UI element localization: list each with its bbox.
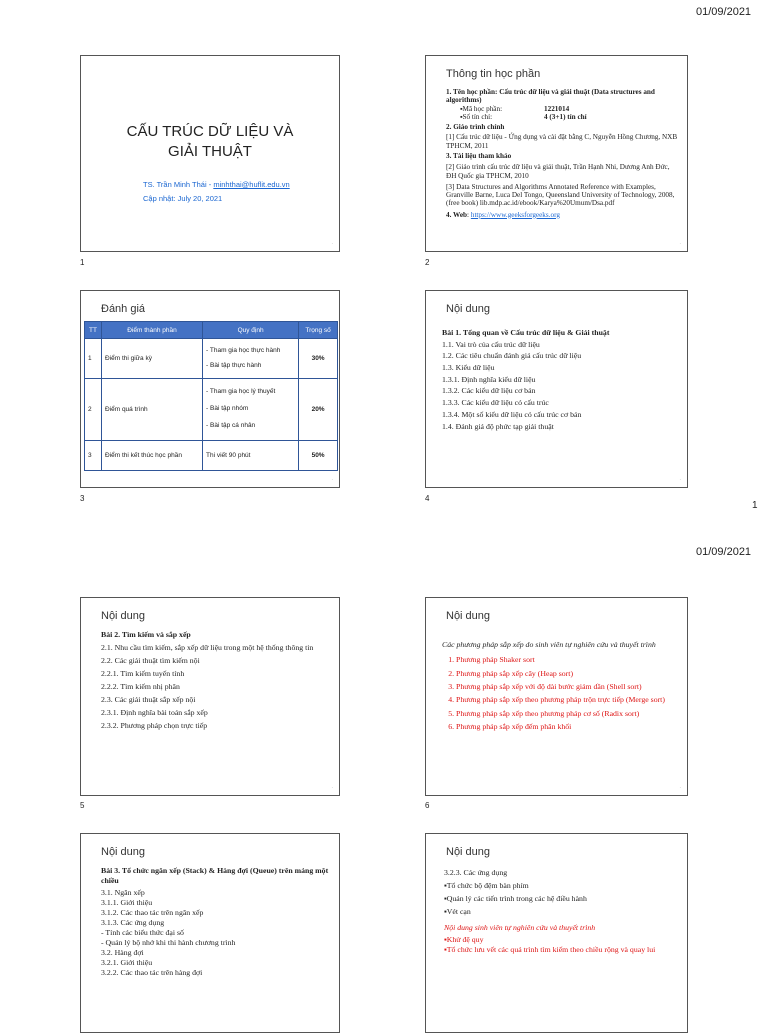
list-item: 1.2. Các tiêu chuẩn đánh giá cấu trúc dữ liệu [442,351,582,361]
list-item: 1.3.2. Các kiểu dữ liệu cơ bản [442,386,536,396]
references-heading: 3. Tài liệu tham khảo [446,151,512,160]
list-item: 3.2. Hàng đợi [101,947,144,957]
red-heading: Nội dung sinh viên tự nghiên cứu và thuyết trình [444,922,596,932]
author-email-link[interactable]: minhthai@huflit.edu.vn [213,180,290,189]
list-item: 1.1. Vai trò của cấu trúc dữ liệu [442,339,540,349]
list-item: 1.4. Đánh giá độ phức tạp giải thuật [442,421,554,431]
slide-5 [80,597,340,796]
table-row: 2 Điểm quá trình - Tham gia học lý thuyết - Bài tập nhóm - Bài tập cá nhân 20% [85,379,338,441]
slide7-body [101,866,329,978]
list-item: 3.2.1. Giới thiệu [101,957,153,967]
list-item: 1.3. Kiểu dữ liệu [442,363,495,373]
slide-number: 2 [425,258,430,267]
slide6-title: Nội dung [446,610,491,622]
textbook-heading: 2. Giáo trình chính [446,123,505,132]
list-item: 1.3.1. Định nghĩa kiểu dữ liệu [442,374,536,384]
table-header: Trọng số [299,322,338,339]
list-item: 5. Phương pháp sắp xếp theo phương pháp cơ số (Radix sort) [456,709,677,718]
course-code-row: ▪Mã học phần: 1221014 [460,104,570,113]
slide-number: 5 [80,801,85,810]
list-item: 3.1.1. Giới thiệu [101,897,153,907]
slide3-title: Đánh giá [101,303,146,315]
slide6-body [442,640,677,731]
slide1-author: TS. Trần Minh Thái - minhthai@huflit.edu.vn [143,180,290,189]
slide-footer-mark: · [331,241,333,247]
table-header-row [85,322,338,339]
slide8-title: Nội dung [446,846,491,858]
red-list-item: ▪Tổ chức lưu vết các quá trình tìm kiếm theo chiều rộng và quay lui [444,944,656,954]
slide5-body [101,630,326,731]
section-heading: Bài 3. Tổ chức ngăn xếp (Stack) & Hàng đợi (Queue) trên mảng một chiều [101,866,329,885]
slide-number: 1 [80,258,85,267]
slide-number: 3 [80,494,85,503]
slide-footer-mark: · [679,785,681,791]
slide-1 [80,55,340,252]
section-heading: Bài 1. Tổng quan về Cấu trúc dữ liệu & Giải thuật [442,328,610,337]
slide4-title: Nội dung [446,303,491,315]
red-list-item: ▪Khử đệ quy [444,934,484,944]
list-item: 1.3.3. Các kiểu dữ liệu có cấu trúc [442,398,549,408]
course-name-heading: 1. Tên học phần: Cấu trúc dữ liệu và giải thuật (Data structures and algorithms) [446,88,655,105]
web-link[interactable]: https://www.geeksforgeeks.org [470,210,560,219]
slide-footer-mark: · [679,477,681,483]
table-header: TT [85,322,102,339]
slide-2 [425,55,688,252]
evaluation-table [84,321,338,471]
list-item: 6. Phương pháp sắp xếp đếm phân khối [456,722,677,731]
slide1-title: CẤU TRÚC DỮ LIỆU VÀ GIẢI THUẬT [126,123,294,160]
slide-6 [425,597,688,796]
slide7-title: Nội dung [101,846,146,858]
slide5-title: Nội dung [101,610,146,622]
list-item: 2. Phương pháp sắp xếp cây (Heap sort) [456,669,677,678]
table-row: 3 Điểm thi kết thúc học phần Thi viết 90 phút 50% [85,441,338,471]
slide2-title: Thông tin học phần [446,68,541,80]
list-item: ▪Vét cạn [444,907,471,917]
list-item: 2.3. Các giải thuật sắp xếp nội [101,694,196,704]
list-item: 2.2. Các giải thuật tìm kiếm nội [101,655,200,665]
table-header: Điểm thành phần [101,322,202,339]
slide8-body [444,868,679,955]
intro-text: Các phương pháp sắp xếp do sinh viên tự nghiên cứu và thuyết trình [442,640,656,649]
slide-8 [425,833,688,1033]
list-item: 1.3.4. Một số kiểu dữ liệu có cấu trúc cơ bản [442,409,582,419]
page2-date: 01/09/2021 [696,546,752,558]
slide-4 [425,290,688,488]
reference-item: [2] Giáo trình cấu trúc dữ liệu và giải thuật, Trần Hạnh Nhi, Dương Anh Đức, ĐH Quốc gia TPHCM, 2010 [446,163,670,180]
table-row: 1 Điểm thi giữa kỳ - Tham gia học thực hành - Bài tập thực hành 30% [85,339,338,379]
list-item: 1. Phương pháp Shaker sort [456,655,677,664]
slide-7 [80,833,340,1033]
slide2-body [446,88,681,219]
list-item: 3.1.2. Các thao tác trên ngăn xếp [101,907,204,917]
textbook-item: [1] Cấu trúc dữ liệu - Ứng dụng và cài đặt bằng C, Nguyễn Hồng Chương, NXB TPHCM, 2011 [446,133,678,150]
list-item: 2.2.2. Tìm kiếm nhị phân [101,681,180,691]
slide-number: 6 [425,801,430,810]
list-item: 2.3.2. Phương pháp chọn trực tiếp [101,720,208,730]
list-item: 3.2.3. Các ứng dụng [444,868,508,877]
web-row: 4. Web: https://www.geeksforgeeks.org [446,210,560,219]
slide-footer-mark: · [331,477,333,483]
slide-footer-mark: · [331,785,333,791]
slide-footer-mark: · [679,241,681,247]
list-item: 3.1. Ngăn xếp [101,887,145,897]
credits-row: ▪Số tín chỉ: 4 (3+1) tín chỉ [460,112,587,121]
table-header: Quy định [203,322,299,339]
slide4-body [442,327,682,432]
list-item: ▪Quản lý các tiến trình trong các hệ điều hành [444,894,587,904]
list-item: 4. Phương pháp sắp xếp theo phương pháp trộn trực tiếp (Merge sort) [456,695,677,704]
section-heading: Bài 2. Tìm kiếm và sắp xếp [101,630,191,639]
list-item: 2.3.1. Định nghĩa bài toán sắp xếp [101,707,208,717]
list-item: 3.1.3. Các ứng dụng [101,917,165,927]
page1-date: 01/09/2021 [696,6,752,18]
slide-number: 4 [425,494,430,503]
page-number: 1 [752,500,758,511]
sort-methods-list [442,655,677,731]
list-item: - Quản lý bộ nhớ khi thi hành chương trình [101,937,236,947]
reference-item: [3] Data Structures and Algorithms Annotated Reference with Examples, Granville Barne, Luca Del Tongo, Queensland University of Technology, 2008, (free book) lib.mdp.ac.id/ebook/Karya%20Umum/Dsa.pdf [446,182,675,208]
list-item: 3. Phương pháp sắp xếp với độ dài bước giảm dần (Shell sort) [456,682,677,691]
list-item: - Tính các biểu thức đại số [101,927,184,937]
slide1-updated: Cập nhật: July 20, 2021 [143,194,223,203]
list-item: ▪Tổ chức bộ đệm bàn phím [444,881,529,891]
list-item: 3.2.2. Các thao tác trên hàng đợi [101,967,203,977]
list-item: 2.1. Nhu cầu tìm kiếm, sắp xếp dữ liệu trong một hệ thống thông tin [101,642,314,652]
slide-3 [80,290,340,488]
list-item: 2.2.1. Tìm kiếm tuyến tính [101,668,185,678]
